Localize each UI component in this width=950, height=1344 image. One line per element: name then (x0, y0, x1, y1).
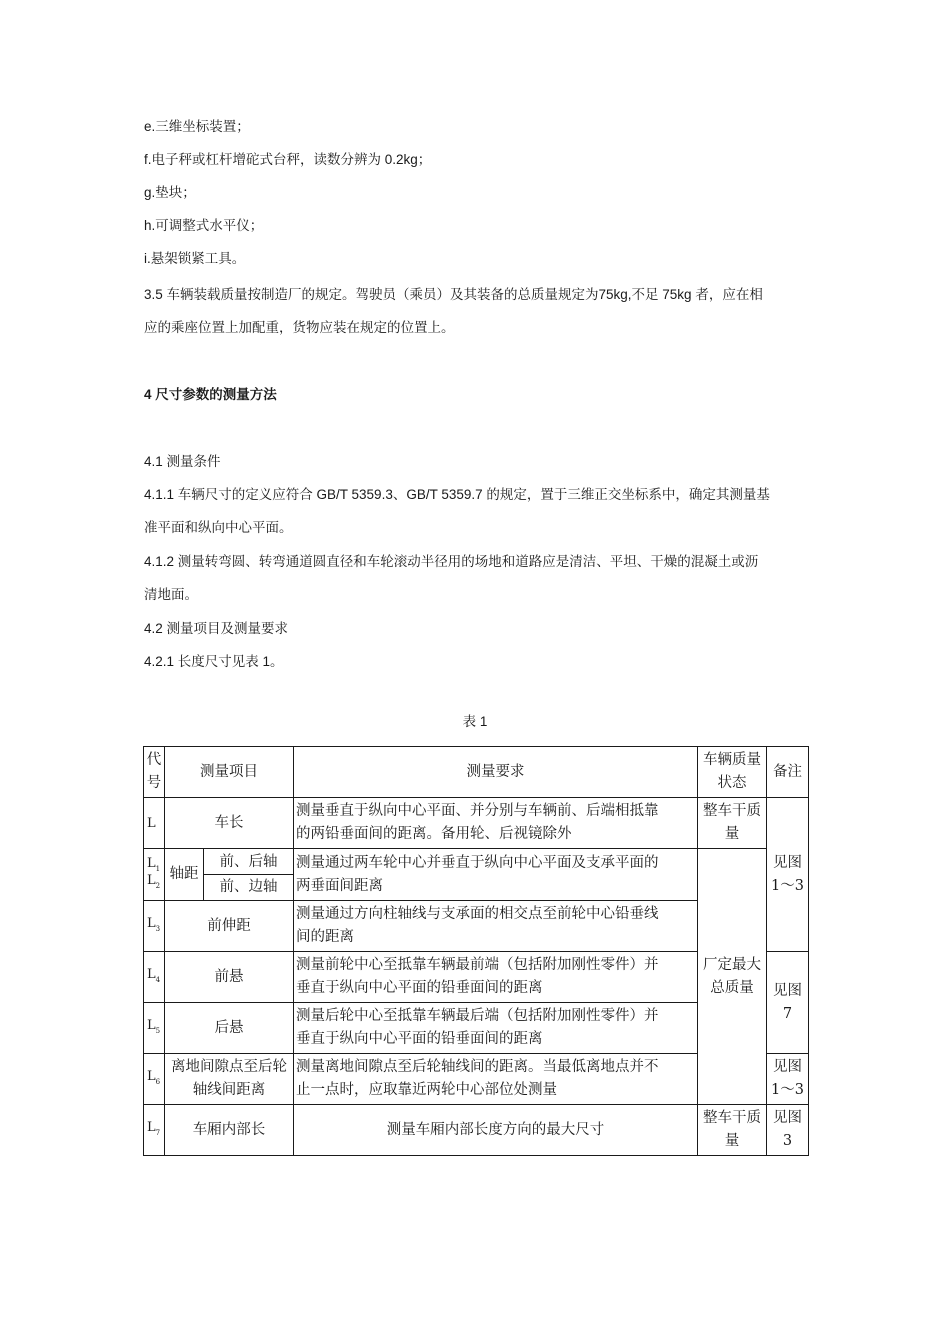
list-item-g: g.垫块； (144, 185, 196, 200)
header-code (144, 747, 165, 798)
mass-line-1: 整车干质 (703, 803, 761, 819)
requirement-line-1: 测量离地间隙点至后轮轴线间的距离。当最低离地点并不 (296, 1059, 659, 1075)
code-letter: L (147, 1119, 156, 1135)
header-mass-line-2: 状态 (717, 775, 747, 791)
row-mass-state (698, 1105, 767, 1156)
row-item: 前伸距 (165, 901, 294, 952)
requirement-line-1: 测量通过两车轮中心并垂直于纵向中心平面及支承平面的 (296, 854, 659, 871)
requirement-line-2: 止一点时，应取靠近两轮中心部位处测量 (296, 1082, 557, 1098)
row-requirement (294, 1054, 698, 1105)
row-note-merged-a (767, 798, 809, 952)
requirement-line-2: 两垂面间距离 (296, 877, 383, 894)
row-item: 前悬 (165, 952, 294, 1003)
list-item-h: h.可调整式水平仪； (144, 218, 264, 233)
note-line-2: 1～3 (771, 877, 804, 894)
row-note (767, 1054, 809, 1105)
note-line-2: 1～3 (771, 1082, 804, 1098)
row-requirement (294, 901, 698, 952)
code-letter: L (147, 1017, 156, 1033)
table-caption: 表 1 (462, 714, 488, 729)
row-item: 车厢内部长 (165, 1105, 294, 1156)
note-line-1: 见图 (773, 982, 802, 999)
row-code (144, 1003, 165, 1054)
list-item-f: f.电子秤或杠杆增砣式台秤，读数分辨为 0.2kg； (144, 152, 432, 167)
code-sub: 5 (155, 1026, 161, 1035)
note-line-1: 见图 (773, 854, 802, 871)
row-item: 车长 (165, 798, 294, 849)
row-item (165, 1054, 294, 1105)
header-item: 测量项目 (165, 747, 294, 798)
code-sub: 4 (155, 975, 161, 984)
row-requirement (294, 849, 698, 901)
subsection-heading-4-1: 4.1 测量条件 (144, 454, 221, 469)
row-requirement (294, 798, 698, 849)
table-row (144, 849, 809, 901)
code-sub: 6 (155, 1077, 161, 1086)
row-code (144, 952, 165, 1003)
row-code (144, 901, 165, 952)
note-line-2: 7 (782, 1005, 793, 1022)
requirement-line-1: 测量前轮中心至抵靠车辆最前端（包括附加刚性零件）并 (296, 957, 659, 973)
note-line-2: 3 (782, 1133, 793, 1149)
item-line-1: 离地间隙点至后轮 (171, 1059, 287, 1075)
row-requirement (294, 952, 698, 1003)
code-letter: L (147, 915, 156, 931)
list-item-e: e.三维坐标装置； (144, 119, 250, 134)
paragraph-4-2-1: 4.2.1 长度尺寸见表 1。 (144, 654, 284, 669)
table-header-row (144, 747, 809, 798)
paragraph-4-1-2-line-1: 4.1.2 测量转弯圆、转弯通道圆直径和车轮滚动半径用的场地和道路应是清洁、平坦、干燥的混凝土或沥 (144, 554, 759, 569)
header-code-line-1: 代 (146, 752, 162, 768)
paragraph-4-1-1-line-1: 4.1.1 车辆尺寸的定义应符合 GB/T 5359.3、GB/T 5359.7 的规定，置于三维正交坐标系中，确定其测量基 (144, 487, 770, 502)
mass-line-2: 量 (724, 1133, 740, 1149)
note-line-1: 见图 (773, 1110, 802, 1126)
requirement-line-2: 垂直于纵向中心平面的铅垂面间的距离 (296, 1031, 543, 1047)
row-item-split (204, 849, 294, 901)
code-sub: 3 (155, 924, 161, 933)
table-row (144, 798, 809, 849)
paragraph-3-5-line-2: 应的乘座位置上加配重，货物应装在规定的位置上。 (144, 320, 455, 335)
list-item-i: i.悬架锁紧工具。 (144, 251, 246, 266)
paragraph-4-1-2-line-2: 清地面。 (144, 587, 198, 602)
code-l2: L (147, 873, 156, 888)
row-mass-state (698, 798, 767, 849)
table-1 (143, 746, 809, 1156)
paragraph-4-1-1-line-2: 准平面和纵向中心平面。 (144, 520, 293, 535)
row-code (144, 1105, 165, 1156)
header-mass-state (698, 747, 767, 798)
table-row (144, 1105, 809, 1156)
requirement-line-2: 间的距离 (296, 929, 354, 945)
row-item: 后悬 (165, 1003, 294, 1054)
code-l1: L (147, 856, 156, 871)
requirement-line-2: 的两铅垂面间的距离。备用轮、后视镜除外 (296, 826, 572, 842)
note-line-1: 见图 (773, 1059, 802, 1075)
code-l2-sub: 2 (155, 882, 161, 890)
subsection-heading-4-2: 4.2 测量项目及测量要求 (144, 621, 289, 636)
item-line-2: 轴线间距离 (192, 1082, 266, 1098)
requirement-line-1: 测量后轮中心至抵靠车辆最后端（包括附加刚性零件）并 (296, 1008, 659, 1024)
row-mass-state-merged (698, 849, 767, 1105)
header-mass-line-1: 车辆质量 (703, 752, 761, 768)
paragraph-3-5-line-1: 3.5 车辆装载质量按制造厂的规定。驾驶员（乘员）及其装备的总质量规定为75kg,不足 75kg 者，应在相 (144, 287, 763, 302)
section-heading-4: 4 尺寸参数的测量方法 (144, 387, 277, 402)
header-code-line-2: 号 (146, 775, 162, 791)
mass-line-1: 厂定最大 (703, 956, 761, 973)
row-requirement (294, 1003, 698, 1054)
mass-line-2: 量 (724, 826, 740, 842)
code-letter: L (147, 966, 156, 982)
requirement-line-1: 测量垂直于纵向中心平面、并分别与车辆前、后端相抵靠 (296, 803, 659, 819)
code-letter: L (147, 1068, 156, 1084)
row-code: L (144, 798, 165, 849)
code-l1-sub: 1 (155, 865, 161, 873)
row-group-wheelbase: 轴距 (165, 849, 204, 901)
header-note: 备注 (767, 747, 809, 798)
header-requirement: 测量要求 (294, 747, 698, 798)
code-sub: 7 (155, 1128, 161, 1137)
row-requirement: 测量车厢内部长度方向的最大尺寸 (294, 1105, 698, 1156)
row-code (144, 1054, 165, 1105)
item-front-rear-axle: 前、后轴 (204, 850, 293, 875)
mass-line-2: 总质量 (710, 979, 754, 996)
requirement-line-2: 垂直于纵向中心平面的铅垂面间的距离 (296, 980, 543, 996)
row-note (767, 1105, 809, 1156)
mass-line-1: 整车干质 (703, 1110, 761, 1126)
row-code (144, 849, 165, 901)
requirement-line-1: 测量通过方向柱轴线与支承面的相交点至前轮中心铅垂线 (296, 906, 659, 922)
row-note-merged-b (767, 952, 809, 1054)
item-front-side-axle: 前、边轴 (219, 879, 278, 895)
